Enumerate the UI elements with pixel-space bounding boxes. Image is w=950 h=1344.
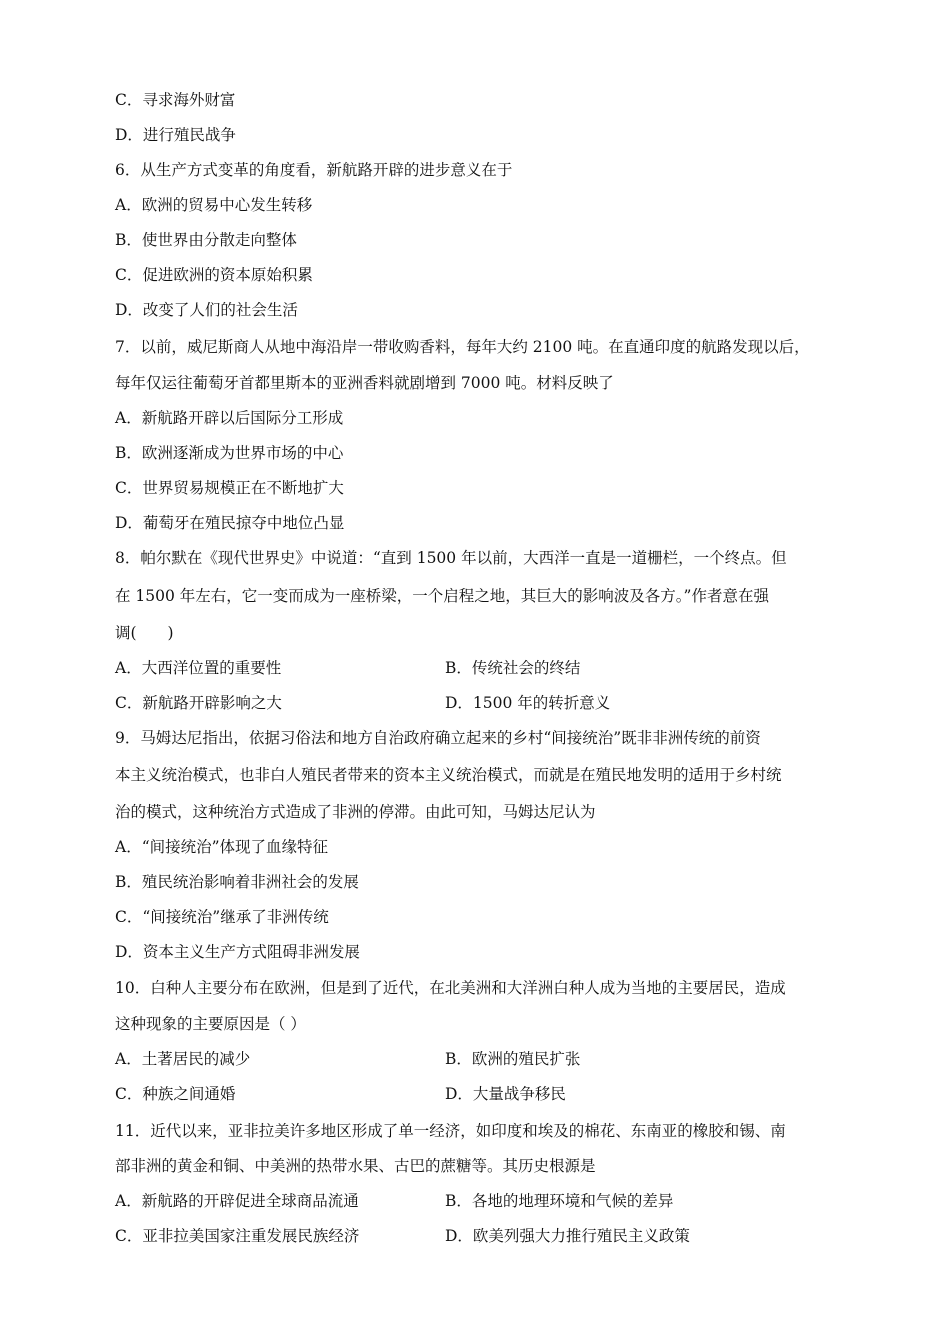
q10-option-d: D．大量战争移民 [445, 1085, 566, 1103]
q6-option-c: C．促进欧洲的资本原始积累 [115, 266, 313, 284]
q7-stem-line2: 每年仅运往葡萄牙首都里斯本的亚洲香料就剧增到 7000 吨。材料反映了 [115, 374, 614, 392]
q6-option-a: A．欧洲的贸易中心发生转移 [115, 196, 313, 214]
q11-stem-line1: 11．近代以来，亚非拉美许多地区形成了单一经济，如印度和埃及的棉花、东南亚的橡胶和锡、南 [115, 1122, 786, 1140]
q11-stem-line2: 部非洲的黄金和铜、中美洲的热带水果、古巴的蔗糖等。其历史根源是 [115, 1157, 596, 1175]
q10-option-a: A．土著居民的减少 [115, 1050, 251, 1068]
q8-stem-line2: 在 1500 年左右，它一变而成为一座桥梁，一个启程之地，其巨大的影响波及各方。”作者意在强 [115, 587, 769, 605]
q8-option-b: B．传统社会的终结 [445, 659, 581, 677]
q9-stem-line3: 治的模式，这种统治方式造成了非洲的停滞。由此可知，马姆达尼认为 [115, 803, 596, 821]
q9-stem-line1: 9．马姆达尼指出，依据习俗法和地方自治政府确立起来的乡村“间接统治”既非非洲传统的前资 [115, 729, 761, 747]
q9-option-c: C．“间接统治”继承了非洲传统 [115, 908, 329, 926]
q9-option-d: D．资本主义生产方式阻碍非洲发展 [115, 943, 360, 961]
q8-option-a: A．大西洋位置的重要性 [115, 659, 282, 677]
q8-option-d: D．1500 年的转折意义 [445, 694, 611, 712]
q6-option-b: B．使世界由分散走向整体 [115, 231, 297, 249]
q5-option-c: C．寻求海外财富 [115, 91, 236, 109]
q9-stem-line2: 本主义统治模式，也非白人殖民者带来的资本主义统治模式，而就是在殖民地发明的适用于乡村统 [115, 766, 782, 784]
q8-stem-line3: 调( ) [115, 624, 174, 642]
q7-stem-line1: 7．以前，威尼斯商人从地中海沿岸一带收购香料，每年大约 2100 吨。在直通印度的航路发现以后， [115, 338, 810, 356]
q7-option-d: D．葡萄牙在殖民掠夺中地位凸显 [115, 514, 345, 532]
q11-option-a: A．新航路的开辟促进全球商品流通 [115, 1192, 359, 1210]
q9-option-b: B．殖民统治影响着非洲社会的发展 [115, 873, 359, 891]
q11-option-c: C．亚非拉美国家注重发展民族经济 [115, 1227, 360, 1245]
q8-option-c: C．新航路开辟影响之大 [115, 694, 282, 712]
q9-option-a: A．“间接统治”体现了血缘特征 [115, 838, 329, 856]
q10-stem-line1: 10．白种人主要分布在欧洲，但是到了近代，在北美洲和大洋洲白种人成为当地的主要居民，造成 [115, 979, 786, 997]
q10-option-b: B．欧洲的殖民扩张 [445, 1050, 581, 1068]
q6-stem: 6．从生产方式变革的角度看，新航路开辟的进步意义在于 [115, 161, 513, 179]
q7-option-b: B．欧洲逐渐成为世界市场的中心 [115, 444, 344, 462]
q7-option-c: C．世界贸易规模正在不断地扩大 [115, 479, 344, 497]
q11-option-b: B．各地的地理环境和气候的差异 [445, 1192, 674, 1210]
q11-option-d: D．欧美列强大力推行殖民主义政策 [445, 1227, 690, 1245]
q10-stem-line2: 这种现象的主要原因是（ ） [115, 1015, 306, 1033]
q8-stem-line1: 8．帕尔默在《现代世界史》中说道：“直到 1500 年以前，大西洋一直是一道栅栏，一个终点。但 [115, 549, 787, 567]
q6-option-d: D．改变了人们的社会生活 [115, 301, 298, 319]
q5-option-d: D．进行殖民战争 [115, 126, 236, 144]
q10-option-c: C．种族之间通婚 [115, 1085, 236, 1103]
q7-option-a: A．新航路开辟以后国际分工形成 [115, 409, 344, 427]
